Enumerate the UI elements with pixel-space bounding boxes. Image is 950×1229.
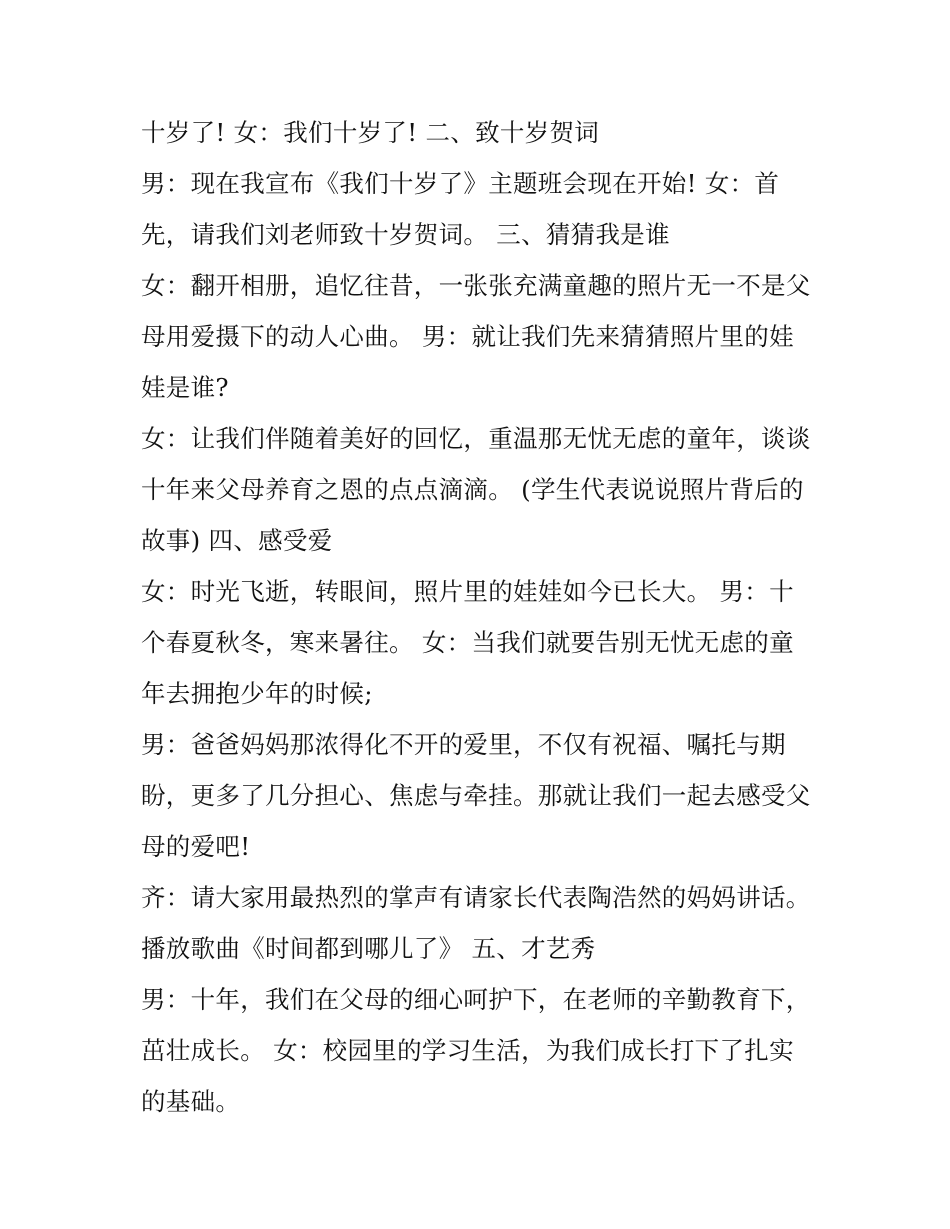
document-body bbox=[141, 107, 821, 1127]
text-line: 母的爱吧! bbox=[141, 832, 251, 861]
text-line: 娃是谁? bbox=[141, 373, 229, 402]
text-line: 女：让我们伴随着美好的回忆，重温那无忧无虑的童年，谈谈 bbox=[141, 424, 811, 453]
text-line: 的基础。 bbox=[141, 1087, 241, 1116]
text-line: 女：时光飞逝，转眼间，照片里的娃娃如今已长大。 男：十 bbox=[141, 577, 794, 606]
text-line: 齐：请大家用最热烈的掌声有请家长代表陶浩然的妈妈讲话。 bbox=[141, 883, 811, 912]
text-line: 男：爸爸妈妈那浓得化不开的爱里，不仅有祝福、嘱托与期 bbox=[141, 730, 786, 759]
text-line: 先，请我们刘老师致十岁贺词。 三、猜猜我是谁 bbox=[141, 220, 670, 249]
text-line: 男：十年，我们在父母的细心呵护下，在老师的辛勤教育下， bbox=[141, 985, 811, 1014]
text-line: 年去拥抱少年的时候; bbox=[141, 679, 373, 708]
text-line: 茁壮成长。 女：校园里的学习生活，为我们成长打下了扎实 bbox=[141, 1036, 794, 1065]
text-line: 女：翻开相册，追忆往昔，一张张充满童趣的照片无一不是父 bbox=[141, 271, 811, 300]
text-line: 男：现在我宣布《我们十岁了》主题班会现在开始! 女：首 bbox=[141, 169, 780, 198]
text-line: 十年来父母养育之恩的点点滴滴。 (学生代表说说照片背后的 bbox=[141, 475, 804, 504]
text-line: 盼，更多了几分担心、焦虑与牵挂。那就让我们一起去感受父 bbox=[141, 781, 811, 810]
text-line: 母用爱摄下的动人心曲。 男：就让我们先来猜猜照片里的娃 bbox=[141, 322, 794, 351]
text-line: 个春夏秋冬，寒来暑往。 女：当我们就要告别无忧无虑的童 bbox=[141, 628, 794, 657]
text-line: 播放歌曲《时间都到哪儿了》 五、才艺秀 bbox=[141, 934, 596, 963]
text-line: 十岁了! 女：我们十岁了! 二、致十岁贺词 bbox=[141, 118, 600, 147]
text-line: 故事) 四、感受爱 bbox=[141, 526, 333, 555]
